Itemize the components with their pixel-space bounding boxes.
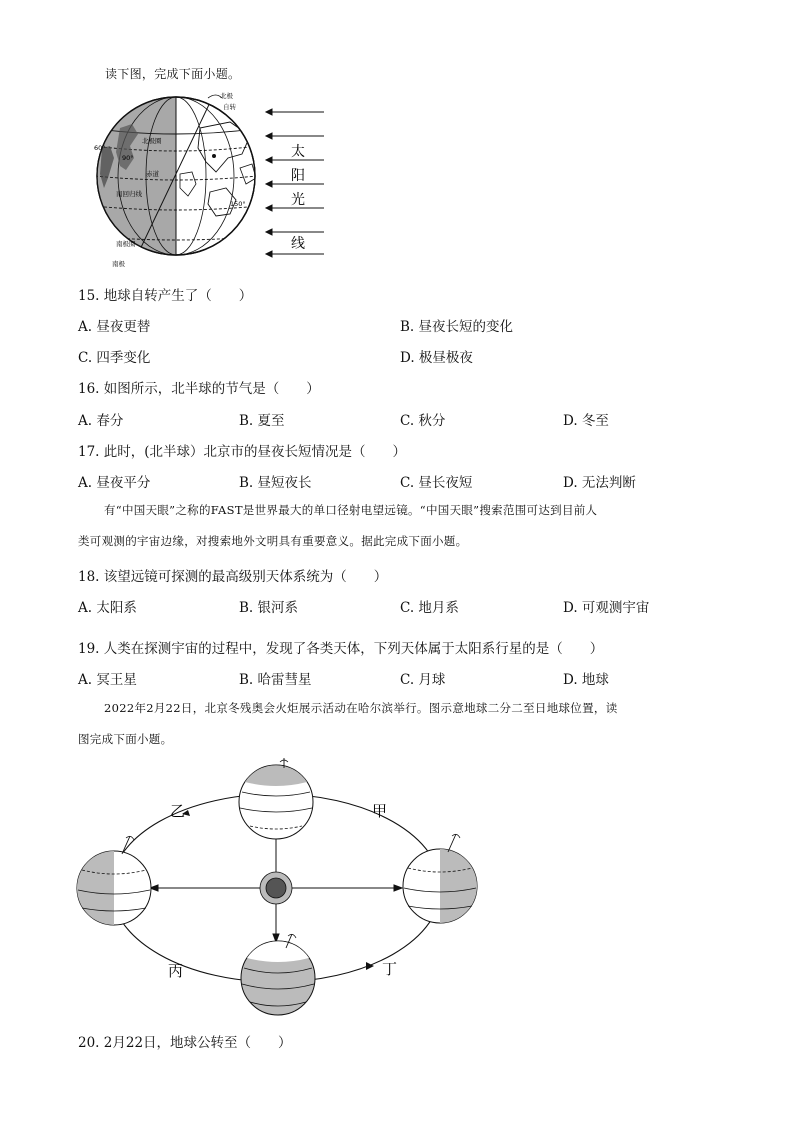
intro-text-2-line-1: 有“中国天眼”之称的FAST是世界最大的单口径射电望远镜。“中国天眼”搜索范围可达到目前人 <box>104 503 598 517</box>
lon-60-label: 60° <box>94 144 106 152</box>
q19-option-d[interactable]: D. 地球 <box>563 672 609 688</box>
question-18: 18. 该望远镜可探测的最高级别天体系统为（ ） <box>78 569 388 585</box>
q18-option-b[interactable]: B. 银河系 <box>239 600 299 616</box>
sunlight-char-3: 光 <box>291 192 305 208</box>
earth-right <box>403 834 477 923</box>
tropic-south-label: 南回归线 <box>116 190 142 198</box>
q16-option-d[interactable]: D. 冬至 <box>563 413 609 429</box>
q18-option-a[interactable]: A. 太阳系 <box>78 600 137 616</box>
q19-option-a[interactable]: A. 冥王星 <box>78 672 137 688</box>
sunlight-char-1: 太 <box>291 144 305 160</box>
earth-top <box>239 758 313 839</box>
intro-text-2-line-2: 类可观测的宇宙边缘，对搜索地外文明具有重要意义。据此完成下面小题。 <box>78 534 468 548</box>
label-bing: 丙 <box>168 962 184 980</box>
question-20: 20. 2月22日，地球公转至（ ） <box>78 1035 292 1051</box>
label-ding: 丁 <box>382 960 398 978</box>
sunlight-char-4: 线 <box>291 236 305 252</box>
sun-core <box>266 878 286 898</box>
q17-option-d[interactable]: D. 无法判断 <box>563 475 636 491</box>
q16-option-c[interactable]: C. 秋分 <box>400 413 446 429</box>
equator-label: 赤道 <box>146 170 159 178</box>
q18-option-c[interactable]: C. 地月系 <box>400 600 459 616</box>
q15-option-d[interactable]: D. 极昼极夜 <box>400 350 473 366</box>
location-dot <box>212 154 216 158</box>
lon-150-label: 150° <box>230 200 246 208</box>
q15-option-a[interactable]: A. 昼夜更替 <box>78 319 151 335</box>
intro-text-3-line-2: 图完成下面小题。 <box>78 732 173 746</box>
intro-text-3-line-1: 2022年2月22日，北京冬残奥会火炬展示活动在哈尔滨举行。图示意地球二分二至日地球位置，读 <box>104 701 618 715</box>
lon-90-label: 90° <box>122 154 134 162</box>
sunlight-char-2: 阳 <box>291 168 305 184</box>
earth-orbit-figure <box>70 756 490 1024</box>
q18-option-d[interactable]: D. 可观测宇宙 <box>563 600 650 616</box>
q19-option-c[interactable]: C. 月球 <box>400 672 446 688</box>
q16-option-b[interactable]: B. 夏至 <box>239 413 285 429</box>
question-15: 15. 地球自转产生了（ ） <box>78 288 253 304</box>
q17-option-c[interactable]: C. 昼长夜短 <box>400 475 473 491</box>
intro-text-1: 读下图，完成下面小题。 <box>105 67 241 81</box>
south-pole-label: 南极 <box>112 260 125 268</box>
q17-option-a[interactable]: A. 昼夜平分 <box>78 475 151 491</box>
question-16: 16. 如图所示，北半球的节气是（ ） <box>78 381 320 397</box>
label-jia: 甲 <box>372 802 388 820</box>
arctic-circle-label: 北极圈 <box>142 137 162 145</box>
q15-option-c[interactable]: C. 四季变化 <box>78 350 151 366</box>
label-yi: 乙 <box>170 802 186 820</box>
north-pole-label: 北极 <box>220 92 233 100</box>
question-19: 19. 人类在探测宇宙的过程中，发现了各类天体，下列天体属于太阳系行星的是（ ） <box>78 641 604 657</box>
q17-option-b[interactable]: B. 昼短夜长 <box>239 475 312 491</box>
question-17: 17. 此时，(北半球）北京市的昼夜长短情况是（ ） <box>78 444 407 460</box>
earth-bottom <box>241 934 315 1015</box>
globe-illumination-figure <box>80 88 340 270</box>
q19-option-b[interactable]: B. 哈雷彗星 <box>239 672 312 688</box>
orbit-arrow-icon <box>366 962 374 970</box>
earth-left <box>77 836 151 925</box>
rotation-label: 自转 <box>223 103 236 111</box>
q16-option-a[interactable]: A. 春分 <box>78 413 124 429</box>
antarctic-circle-label: 南极圈 <box>116 240 136 248</box>
q15-option-b[interactable]: B. 昼夜长短的变化 <box>400 319 514 335</box>
